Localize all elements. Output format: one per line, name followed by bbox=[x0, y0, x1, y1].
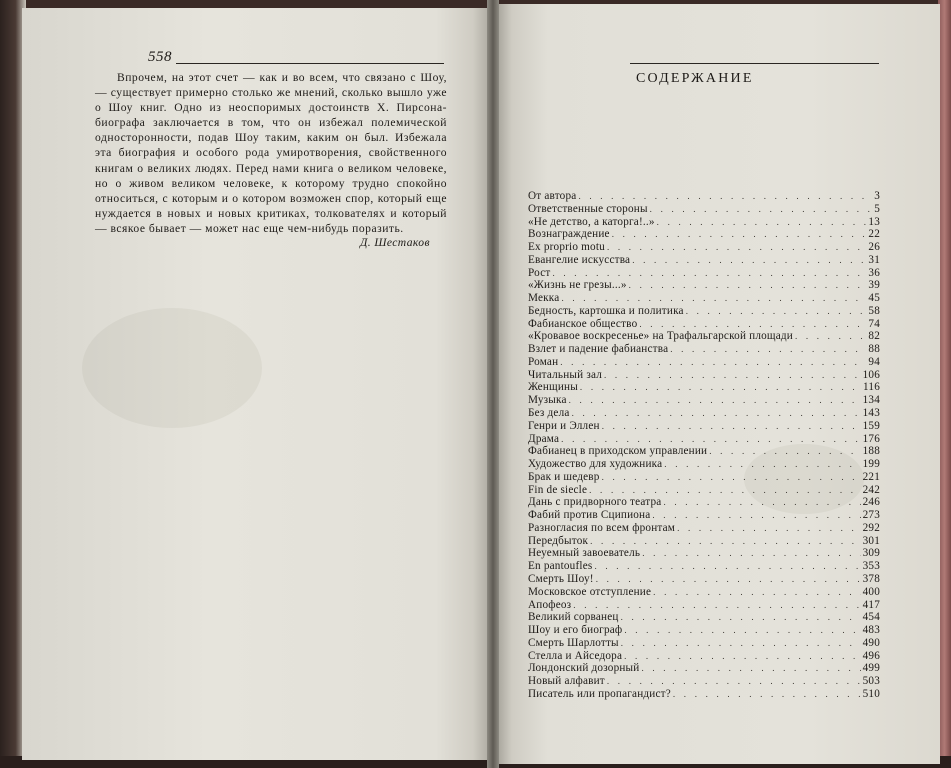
toc-entry-title: Рост bbox=[528, 266, 551, 279]
toc-dot-leader bbox=[602, 420, 861, 433]
toc-entry-title: Роман bbox=[528, 355, 559, 368]
toc-dot-leader bbox=[607, 241, 866, 254]
toc-dot-leader bbox=[607, 675, 861, 688]
toc-entry-page: 36 bbox=[868, 266, 880, 279]
toc-entry-title: Стелла и Айседора bbox=[528, 649, 623, 662]
toc-entry-page: 292 bbox=[862, 521, 880, 534]
toc-dot-leader bbox=[657, 216, 867, 229]
toc-entry bbox=[528, 611, 880, 624]
toc-entry-page: 13 bbox=[868, 215, 880, 228]
toc-entry-page: 134 bbox=[862, 394, 880, 407]
toc-entry-title: «Кровавое воскресенье» на Трафальгарской площади bbox=[528, 330, 793, 343]
toc-entry-page: 3 bbox=[874, 190, 880, 202]
toc-entry-title: Разногласия по всем фронтам bbox=[528, 521, 676, 534]
toc-entry bbox=[528, 381, 880, 394]
toc-entry-page: 22 bbox=[868, 228, 880, 241]
toc-entry-title: Фабий против Сципиона bbox=[528, 509, 651, 522]
toc-dot-leader bbox=[561, 433, 860, 446]
toc-dot-leader bbox=[580, 381, 861, 394]
toc-entry-page: 106 bbox=[862, 368, 880, 381]
toc-entry-page: 39 bbox=[868, 279, 880, 292]
toc-entry-title: Смерть Шоу! bbox=[528, 572, 594, 585]
toc-dot-leader bbox=[642, 547, 860, 560]
toc-entry-title: Вознаграждение bbox=[528, 228, 610, 241]
toc-entry-page: 503 bbox=[862, 675, 880, 688]
toc-entry-page: 199 bbox=[862, 458, 880, 471]
toc-entry-page: 510 bbox=[862, 687, 880, 700]
toc-entry-title: Апофеоз bbox=[528, 598, 572, 611]
toc-entry bbox=[528, 586, 880, 599]
toc-dot-leader bbox=[650, 203, 873, 216]
toc-dot-leader bbox=[664, 458, 860, 471]
toc-entry-page: 5 bbox=[874, 202, 880, 215]
toc-entry-title: Фабианское общество bbox=[528, 317, 638, 330]
toc-dot-leader bbox=[639, 318, 866, 331]
toc-entry-title: Великий сорванец bbox=[528, 611, 619, 624]
toc-entry-title: От автора bbox=[528, 190, 577, 202]
toc-entry-title: Драма bbox=[528, 432, 560, 445]
toc-entry-title: Женщины bbox=[528, 381, 578, 394]
toc-dot-leader bbox=[561, 292, 866, 305]
toc-dot-leader bbox=[795, 330, 866, 343]
toc-entry bbox=[528, 292, 880, 305]
toc-dot-leader bbox=[589, 484, 860, 497]
toc-entry-title: Взлет и падение фабианства bbox=[528, 343, 669, 356]
toc-entry bbox=[528, 484, 880, 497]
toc-entry-page: 353 bbox=[862, 560, 880, 573]
toc-entry-page: 499 bbox=[862, 662, 880, 675]
toc-entry-title: Генри и Эллен bbox=[528, 419, 600, 432]
toc-entry bbox=[528, 318, 880, 331]
toc-entry bbox=[528, 637, 880, 650]
toc-dot-leader bbox=[641, 662, 860, 675]
toc-dot-leader bbox=[653, 586, 860, 599]
toc-entry bbox=[528, 330, 880, 343]
toc-entry bbox=[528, 675, 880, 688]
toc-entry-page: 143 bbox=[862, 407, 880, 420]
toc-entry bbox=[528, 624, 880, 637]
toc-entry-title: En pantoufles bbox=[528, 560, 593, 573]
toc-dot-leader bbox=[663, 496, 860, 509]
toc-entry-page: 88 bbox=[868, 343, 880, 356]
toc-entry-title: Фабианец в приходском управлении bbox=[528, 445, 708, 458]
toc-dot-leader bbox=[624, 650, 860, 663]
toc-entry bbox=[528, 560, 880, 573]
toc-dot-leader bbox=[624, 624, 860, 637]
header-rule bbox=[630, 63, 879, 64]
toc-entry bbox=[528, 509, 880, 522]
toc-entry bbox=[528, 445, 880, 458]
toc-entry-page: 246 bbox=[862, 496, 880, 509]
toc-dot-leader bbox=[612, 228, 867, 241]
toc-entry bbox=[528, 407, 880, 420]
toc-dot-leader bbox=[686, 305, 867, 318]
toc-entry-title: Бедность, картошка и политика bbox=[528, 304, 684, 317]
toc-dot-leader bbox=[670, 343, 866, 356]
toc-entry-title: Московское отступление bbox=[528, 585, 652, 598]
toc-entry bbox=[528, 688, 880, 701]
toc-entry-page: 116 bbox=[863, 381, 880, 394]
table-of-contents bbox=[528, 190, 880, 701]
toc-entry-page: 417 bbox=[862, 598, 880, 611]
toc-entry bbox=[528, 305, 880, 318]
toc-entry-page: 483 bbox=[862, 624, 880, 637]
toc-entry bbox=[528, 471, 880, 484]
toc-entry-title: Ответственные стороны bbox=[528, 202, 648, 215]
toc-dot-leader bbox=[552, 267, 866, 280]
toc-dot-leader bbox=[572, 407, 861, 420]
toc-entry bbox=[528, 458, 880, 471]
toc-dot-leader bbox=[621, 611, 861, 624]
toc-entry-page: 94 bbox=[868, 355, 880, 368]
toc-entry-title: Новый алфавит bbox=[528, 675, 605, 688]
toc-entry-title: «Не детство, а каторга!..» bbox=[528, 215, 655, 228]
toc-entry-page: 31 bbox=[868, 253, 880, 266]
toc-dot-leader bbox=[673, 688, 861, 701]
toc-dot-leader bbox=[578, 190, 872, 203]
toc-entry-page: 74 bbox=[868, 317, 880, 330]
toc-entry-title: «Жизнь не грезы...» bbox=[528, 279, 627, 292]
toc-entry-title: Неуемный завоеватель bbox=[528, 547, 641, 560]
toc-entry-page: 496 bbox=[862, 649, 880, 662]
header-rule bbox=[176, 63, 444, 64]
toc-entry-page: 26 bbox=[868, 241, 880, 254]
toc-entry-page: 45 bbox=[868, 292, 880, 305]
toc-dot-leader bbox=[621, 637, 861, 650]
toc-entry bbox=[528, 420, 880, 433]
toc-entry-page: 454 bbox=[862, 611, 880, 624]
toc-entry bbox=[528, 241, 880, 254]
toc-entry-page: 221 bbox=[862, 470, 880, 483]
toc-dot-leader bbox=[596, 573, 861, 586]
toc-entry-title: Брак и шедевр bbox=[528, 470, 600, 483]
toc-entry-title: Писатель или пропагандист? bbox=[528, 687, 671, 700]
toc-entry-title: Художество для художника bbox=[528, 458, 663, 471]
book-gutter bbox=[487, 0, 499, 768]
toc-entry-page: 159 bbox=[862, 419, 880, 432]
toc-dot-leader bbox=[560, 356, 866, 369]
toc-entry bbox=[528, 599, 880, 612]
toc-dot-leader bbox=[709, 445, 860, 458]
afterword-text bbox=[95, 70, 447, 236]
toc-entry-title: Смерть Шарлотты bbox=[528, 636, 619, 649]
toc-entry-title: Мекка bbox=[528, 292, 560, 305]
toc-entry bbox=[528, 522, 880, 535]
toc-entry-title: Шоу и его биограф bbox=[528, 624, 623, 637]
toc-entry bbox=[528, 535, 880, 548]
toc-entry-title: Передбыток bbox=[528, 534, 589, 547]
toc-entry-page: 242 bbox=[862, 483, 880, 496]
toc-entry-page: 301 bbox=[862, 534, 880, 547]
toc-dot-leader bbox=[604, 369, 861, 382]
toc-entry-title: Музыка bbox=[528, 394, 567, 407]
toc-entry-page: 82 bbox=[868, 330, 880, 343]
toc-entry-title: Ex proprio motu bbox=[528, 241, 605, 254]
toc-entry bbox=[528, 650, 880, 663]
toc-dot-leader bbox=[594, 560, 860, 573]
toc-entry-page: 273 bbox=[862, 509, 880, 522]
toc-entry bbox=[528, 190, 880, 203]
toc-entry bbox=[528, 203, 880, 216]
toc-entry-page: 490 bbox=[862, 636, 880, 649]
toc-entry bbox=[528, 279, 880, 292]
toc-entry-title: Без дела bbox=[528, 407, 570, 420]
toc-dot-leader bbox=[629, 279, 867, 292]
toc-entry-title: Дань с придворного театра bbox=[528, 496, 662, 509]
toc-entry-page: 176 bbox=[862, 432, 880, 445]
toc-entry bbox=[528, 356, 880, 369]
toc-entry bbox=[528, 254, 880, 267]
toc-entry-title: Fin de siecle bbox=[528, 483, 588, 496]
toc-dot-leader bbox=[569, 394, 861, 407]
toc-entry-page: 58 bbox=[868, 304, 880, 317]
author-signature: Д. Шестаков bbox=[360, 236, 430, 249]
toc-entry-page: 309 bbox=[862, 547, 880, 560]
toc-entry-title: Лондонский дозорный bbox=[528, 662, 640, 675]
toc-dot-leader bbox=[573, 599, 860, 612]
toc-dot-leader bbox=[632, 254, 866, 267]
toc-entry bbox=[528, 216, 880, 229]
toc-dot-leader bbox=[590, 535, 860, 548]
toc-dot-leader bbox=[602, 471, 861, 484]
toc-entry bbox=[528, 547, 880, 560]
toc-entry bbox=[528, 662, 880, 675]
toc-entry-title: Евангелие искусства bbox=[528, 253, 631, 266]
page-number: 558 bbox=[148, 49, 172, 65]
toc-dot-leader bbox=[652, 509, 860, 522]
toc-entry-title: Читальный зал bbox=[528, 368, 602, 381]
toc-entry-page: 378 bbox=[862, 572, 880, 585]
toc-entry bbox=[528, 267, 880, 280]
toc-entry bbox=[528, 496, 880, 509]
contents-title: СОДЕРЖАНИЕ bbox=[636, 71, 754, 86]
toc-entry bbox=[528, 228, 880, 241]
toc-entry bbox=[528, 394, 880, 407]
toc-entry bbox=[528, 369, 880, 382]
toc-entry-page: 400 bbox=[862, 585, 880, 598]
afterword-paragraph: Впрочем, на этот счет — как и во всем, что связано с Шоу, — существует примерно столько же мнений, сколько вышло уже о Шоу книг. Одно из неоспоримых достоинств Х. Пирсона-биографа заключается в том, что он избежал полемической односторонности, подав Шоу таким, каким он был. Избежала эта биография и особого рода умиротворения, свойственного книгам о великих людях. Перед нами книга о великом человеке, но о живом великом человеке, к которому трудно спокойно относиться, с которым и о котором возможен спор, который еще нуждается в новых и новых критиках, толкователях и который — всякое бывает — может нас еще чем-нибудь поразить. bbox=[95, 71, 447, 235]
toc-entry bbox=[528, 573, 880, 586]
toc-entry bbox=[528, 433, 880, 446]
toc-dot-leader bbox=[677, 522, 861, 535]
toc-entry bbox=[528, 343, 880, 356]
toc-entry-page: 188 bbox=[862, 445, 880, 458]
paper-stain bbox=[82, 308, 262, 428]
